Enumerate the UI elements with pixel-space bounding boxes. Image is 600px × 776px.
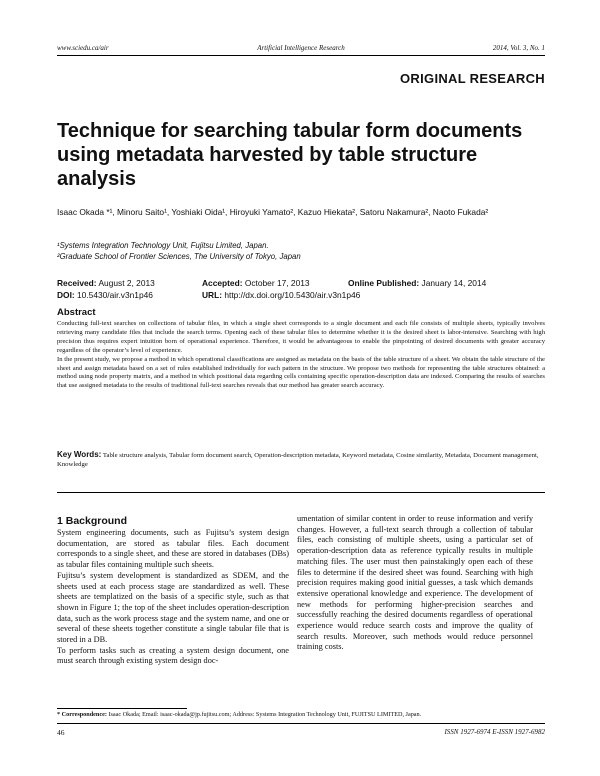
accepted-value: October 17, 2013 <box>244 278 310 288</box>
body-paragraph: System engineering documents, such as Fujitsu’s system design documentation, are stored as tabular files. Each document corresponds to a single sheet, and these are stored in databases (DBs) as tabular files containing multiple such sheets. <box>57 528 289 570</box>
keywords-text: Table structure analysis, Tabular form document search, Operation-description metadata, Keyword metadata, Cosine similarity, Metadata, Document management, Knowledge <box>57 452 539 468</box>
url <box>202 289 360 301</box>
body-paragraph: Fujitsu’s system development is standardized as SDEM, and the sheets used at each process stage are standardized as well. These sheets are templatized on the basis of a specific style, such as that shown in Figure 1; the top of the sheet includes operation-description data, such as the work process stage and the system name, and one or several of these sheets together constitute a single tabular file that is stored in a DB. <box>57 570 289 645</box>
received-date <box>57 277 155 289</box>
keywords-rule <box>57 492 545 493</box>
doi-label: DOI: <box>57 290 75 300</box>
footnote-rule <box>57 708 187 709</box>
author-list: Isaac Okada *¹, Minoru Saito¹, Yoshiaki Oida¹, Hiroyuki Yamato², Kazuo Hiekata², Satoru Nakamura², Naoto Fukada² <box>57 207 489 217</box>
volume-info: 2014, Vol. 3, No. 1 <box>492 44 545 52</box>
affiliations <box>57 240 545 262</box>
abstract-paragraph: In the present study, we propose a method in which operational classifications are assigned as metadata on the basis of the table structure of a sheet. We obtain the table structure of the sheet and assign metadata based on a set of rules established individually for each pattern in the structure. We propose two methods for representing the table structures obtained: a method using node property matrix, and a method in which positional data regarding cells containing specific operation-description data are indexed. Comparing the results of searches that use assigned metadata to the results of traditional full-text searches reveals that our method has greater search accuracy. <box>57 355 545 390</box>
issn: ISSN 1927-6974 E-ISSN 1927-6982 <box>444 728 545 736</box>
received-label: Received: <box>57 278 97 288</box>
published-date <box>348 277 486 289</box>
affiliation-2: ²Graduate School of Frontier Sciences, The University of Tokyo, Japan <box>57 252 301 261</box>
footnote-label: * Correspondence: <box>57 711 107 718</box>
doi <box>57 289 153 301</box>
accepted-date <box>202 277 310 289</box>
keywords <box>57 450 545 469</box>
doi-value[interactable]: 10.5430/air.v3n1p46 <box>77 290 153 300</box>
body-paragraph: umentation of similar content in order to reuse information and verify changes. However, a full-text search through a collection of tabular files, each consisting of multiple sheets, using a particular set of operation-description data as reference typically results in multiple matching files. The user must then painstakingly open each of these files to determine if the desired sheet was found. Searching with high precision requires making good initial guesses, a task which demands extensive operational knowledge and experience. The development of new methods for performing higher-precision searches and successfully reaching the desired documents regardless of operational experience would reduce search costs and improve the quality of search results. Moreover, such methods would reduce personnel training costs. <box>297 514 533 652</box>
background-heading: 1 Background <box>57 515 128 527</box>
abstract-paragraph: Conducting full-text searches on collections of tabular files, in which a single sheet corresponds to a single document and each file consists of multiple sheets, typically involves retrieving many candidate files that include the search terms. Opening each of these tabular files to determine whether it is the desired sheet is labor-intensive. Searching with high precision thus requires expert intuition born of operational experience. Therefore, it would be advantageous to enable the pinpointing of desired documents with greater accuracy regardless of the operator’s level of experience. <box>57 320 545 354</box>
keywords-heading: Key Words: <box>57 450 102 459</box>
received-value: August 2, 2013 <box>98 278 155 288</box>
affiliation-1: ¹Systems Integration Technology Unit, Fujitsu Limited, Japan. <box>57 241 269 250</box>
body-paragraph: To perform tasks such as creating a system design document, one must search through existing system design doc- <box>57 645 289 666</box>
footer-rule <box>57 723 545 724</box>
published-label: Online Published: <box>348 278 420 288</box>
url-value[interactable]: http://dx.doi.org/10.5430/air.v3n1p46 <box>224 290 361 300</box>
header-rule <box>57 55 545 56</box>
url-label: URL: <box>202 290 223 300</box>
journal-name: Artificial Intelligence Research <box>257 44 345 52</box>
abstract-body <box>57 320 545 391</box>
published-value: January 14, 2014 <box>421 278 487 288</box>
correspondence-footnote <box>57 711 545 719</box>
footnote-text: Isaac Okada; Email: isaac-okada@jp.fujitsu.com; Address: Systems Integration Technology Unit, FUJITSU LIMITED, Japan. <box>108 711 422 718</box>
abstract-heading: Abstract <box>57 307 96 318</box>
body-column-left <box>57 528 289 667</box>
body-column-right <box>297 514 533 653</box>
section-label: ORIGINAL RESEARCH <box>400 71 545 86</box>
paper-title: Technique for searching tabular form documents using metadata harvested by table structure analysis <box>57 120 523 190</box>
page-number: 46 <box>57 728 65 737</box>
journal-website[interactable]: www.sciedu.ca/air <box>57 44 109 52</box>
accepted-label: Accepted: <box>202 278 243 288</box>
